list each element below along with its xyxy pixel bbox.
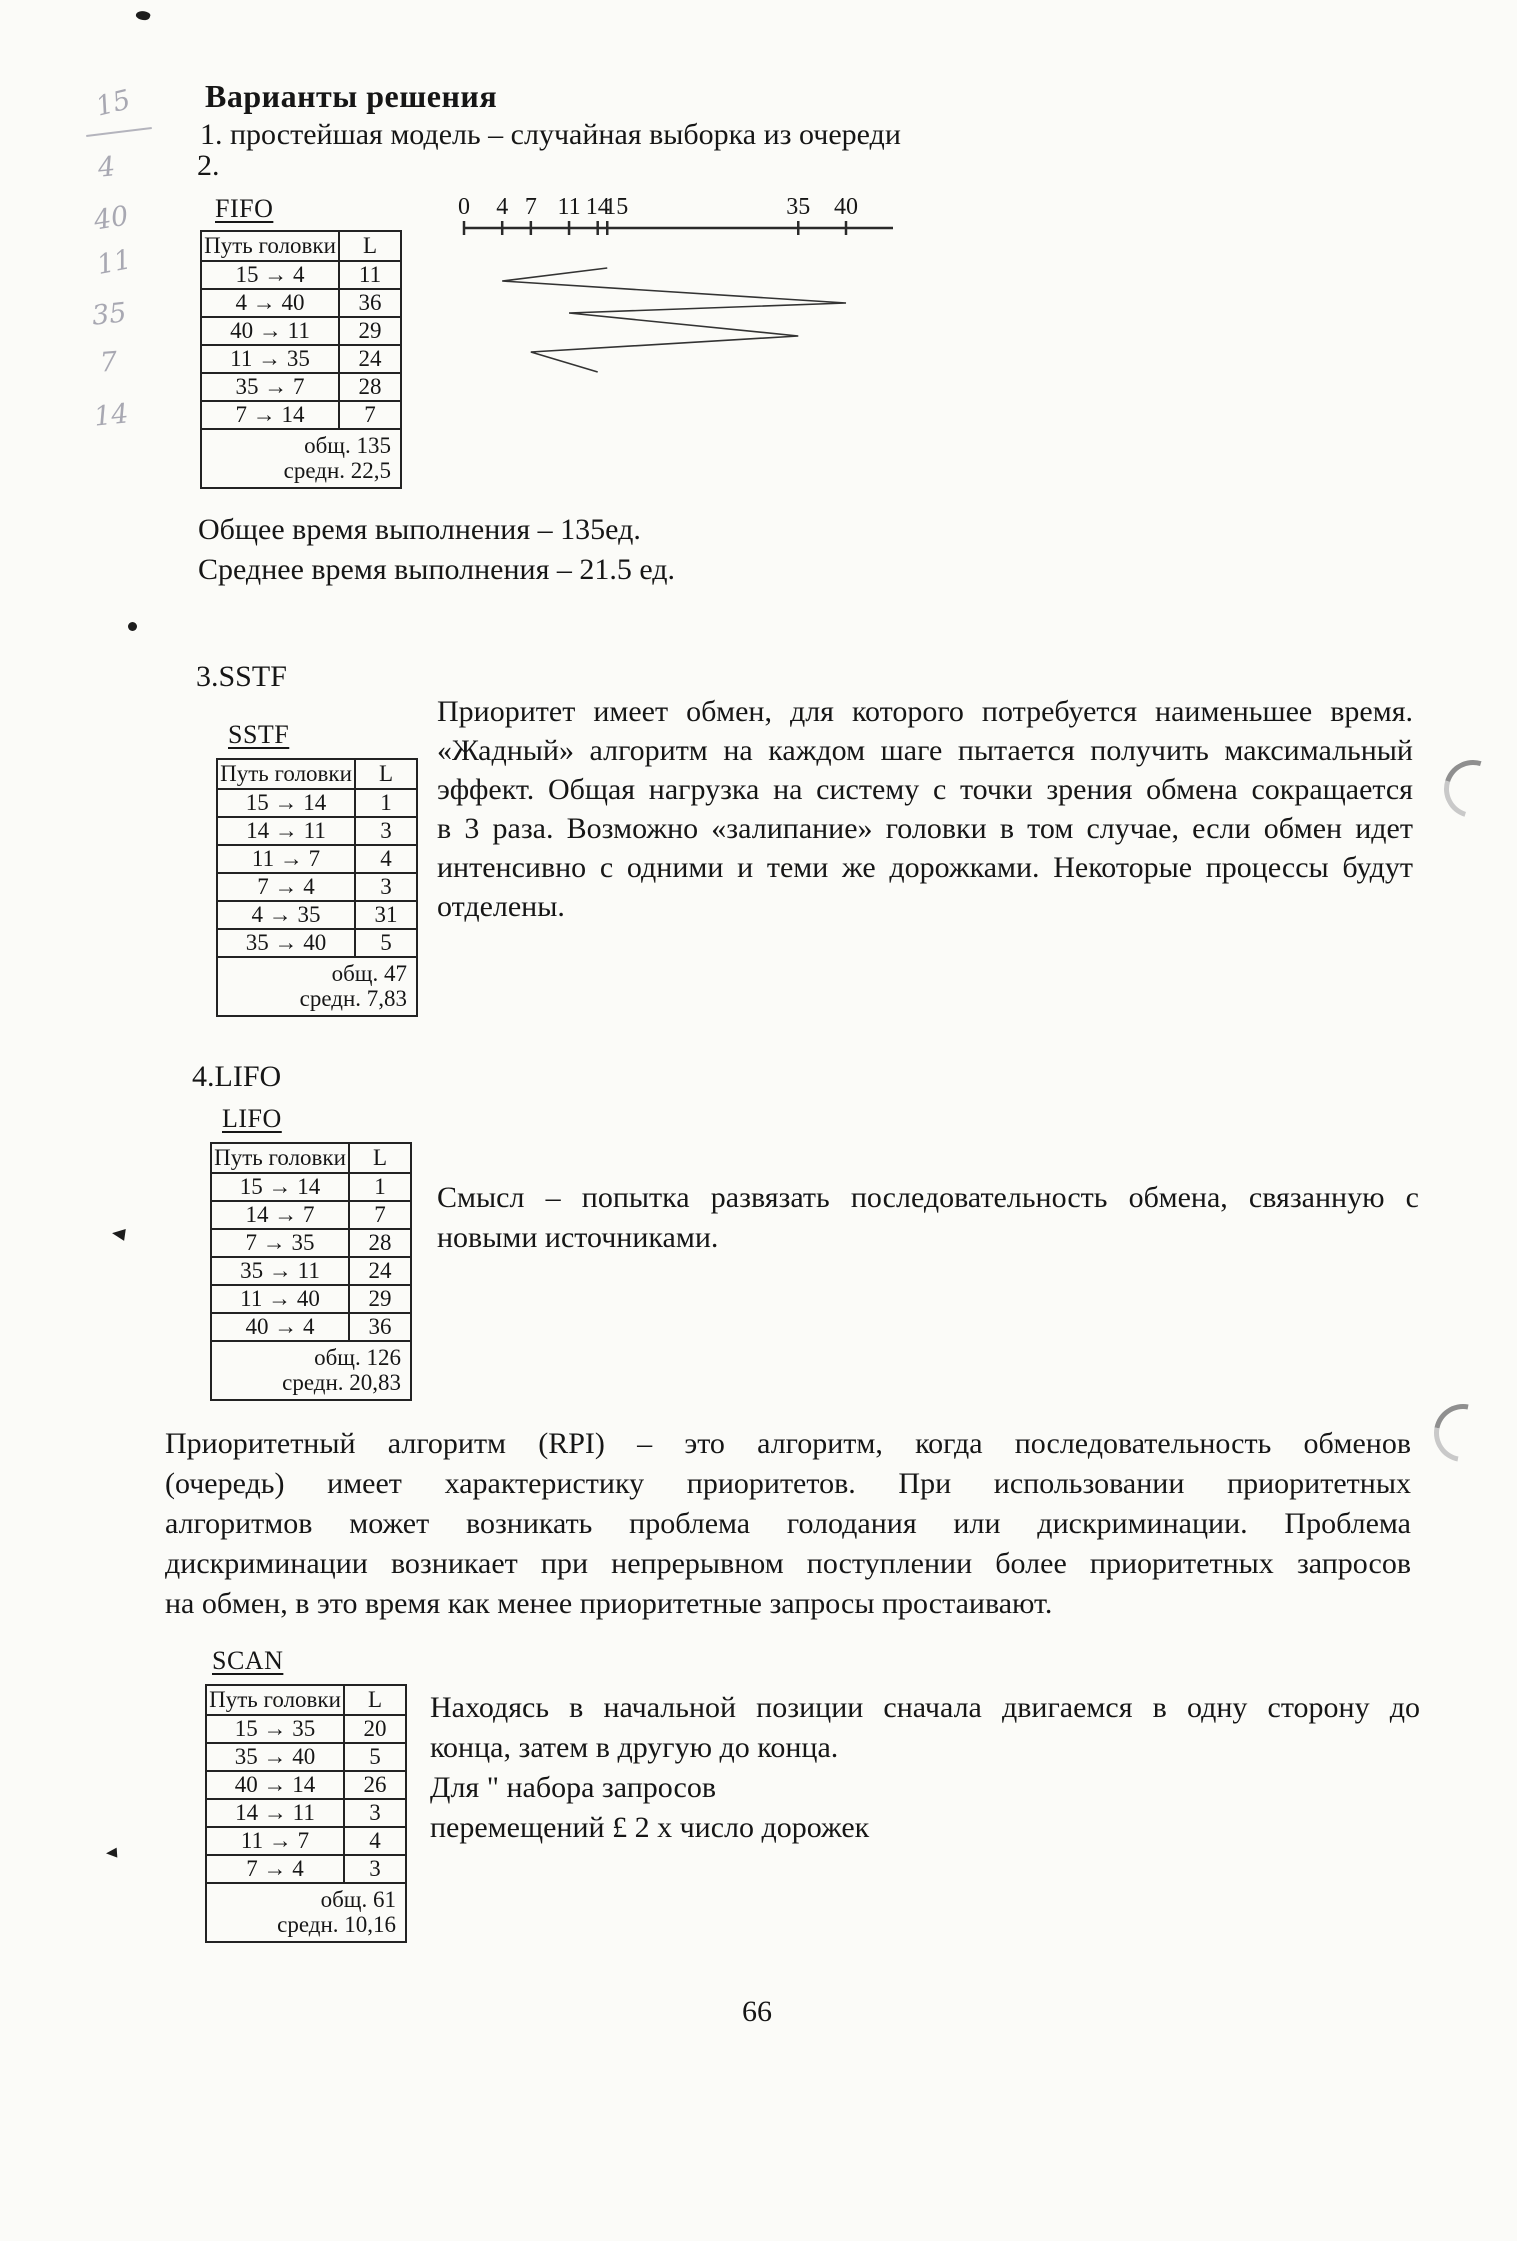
text-line: Смысл – попытка развязать последовательность обмена, связанную с [437, 1181, 1419, 1214]
tick-label: 14 [585, 194, 610, 220]
lifo-heading: 4.LIFO [192, 1060, 282, 1093]
head-path-cell: 11 → 7 [217, 845, 355, 873]
tick-label: 0 [458, 194, 470, 220]
table-footer-row [211, 1341, 411, 1400]
average-value: средн. 7,83 [299, 986, 407, 1011]
length-cell: 11 [339, 261, 401, 289]
head-path-cell: 7 → 35 [211, 1229, 349, 1257]
text-line: Приоритет имеет обмен, для которого потребуется наименьшее время. [437, 695, 1413, 728]
text-line: дискриминации возникает при непрерывном поступлении более приоритетных запросов [165, 1547, 1411, 1580]
tick-label: 40 [834, 194, 858, 220]
sstf-heading: 3.SSTF [196, 660, 287, 693]
head-path-cell: 7 → 4 [217, 873, 355, 901]
path-column-header: Путь головки [201, 231, 339, 261]
table-row [201, 345, 401, 373]
scan-table [205, 1684, 407, 1943]
text-line: Среднее время выполнения – 21.5 ед. [198, 553, 676, 586]
text-line: эффект. Общая нагрузка на систему с точки зрения обмена сокращается [437, 773, 1413, 806]
table-footer-row [217, 957, 417, 1016]
length-cell: 29 [339, 317, 401, 345]
length-cell: 3 [355, 817, 417, 845]
scan-label: SCAN [212, 1646, 284, 1675]
length-cell: 36 [339, 289, 401, 317]
length-column-header: L [344, 1685, 406, 1715]
text-line: «Жадный» алгоритм на каждом шаге пытается получить максимальный [437, 734, 1413, 767]
table-row [211, 1313, 411, 1341]
margin-note: 14 [92, 398, 130, 433]
totals-cell [211, 1341, 411, 1400]
text-line: алгоритмов может возникать проблема голодания или дискриминации. Проблема [165, 1507, 1411, 1540]
text-line: интенсивно с одними и теми же дорожками. Некоторые процессы будут [437, 851, 1413, 884]
head-path-cell: 14 → 11 [206, 1799, 344, 1827]
head-path-cell: 15 → 14 [211, 1173, 349, 1201]
head-path-cell: 11 → 7 [206, 1827, 344, 1855]
text-line: новыми источниками. [437, 1221, 719, 1254]
margin-note: 11 [94, 244, 135, 281]
tick-label: 4 [496, 194, 509, 220]
head-path-cell: 11 → 40 [211, 1285, 349, 1313]
table-row [211, 1285, 411, 1313]
text-line: на обмен, в это время как менее приоритетные запросы простаивают. [165, 1587, 1053, 1620]
scan-description [430, 1688, 1420, 1848]
head-path-cell: 35 → 40 [217, 929, 355, 957]
length-cell: 5 [355, 929, 417, 957]
length-column-header: L [355, 759, 417, 789]
head-path-cell: 40 → 14 [206, 1771, 344, 1799]
table-row [211, 1201, 411, 1229]
length-cell: 3 [344, 1799, 406, 1827]
table-row [217, 817, 417, 845]
table-row [217, 789, 417, 817]
path-column-header: Путь головки [217, 759, 355, 789]
head-path-cell: 14 → 7 [211, 1201, 349, 1229]
totals-cell [206, 1883, 406, 1942]
text-line: в 3 раза. Возможно «залипание» головки в том случае, если обмен идет [437, 812, 1413, 845]
path-column-header: Путь головки [206, 1685, 344, 1715]
head-path-cell: 4 → 35 [217, 901, 355, 929]
solution-option-1: 1. простейшая модель – случайная выборка из очереди [200, 118, 901, 151]
lifo-table [210, 1142, 412, 1401]
length-cell: 24 [339, 345, 401, 373]
length-cell: 31 [355, 901, 417, 929]
total-value: общ. 135 [304, 433, 391, 458]
table-row [206, 1743, 406, 1771]
solution-option-2: 2. [197, 149, 220, 182]
length-cell: 7 [339, 401, 401, 429]
page-number: 66 [742, 1995, 772, 2028]
punch-hole [1423, 1393, 1504, 1474]
total-value: общ. 47 [331, 961, 407, 986]
length-cell: 7 [349, 1201, 411, 1229]
text-line: Общее время выполнения – 135ед. [198, 513, 641, 546]
head-path-cell: 35 → 11 [211, 1257, 349, 1285]
text-line: Находясь в начальной позиции сначала двигаемся в одну сторону до [430, 1691, 1420, 1724]
total-value: общ. 61 [320, 1887, 396, 1912]
table-row [217, 929, 417, 957]
table-row [211, 1229, 411, 1257]
table-row [206, 1715, 406, 1743]
text-line: (очередь) имеет характеристику приоритетов. При использовании приоритетных [165, 1467, 1411, 1500]
tick-label: 35 [786, 194, 811, 220]
margin-note: 15 [92, 84, 134, 123]
length-cell: 5 [344, 1743, 406, 1771]
table-header-row [206, 1685, 406, 1715]
length-cell: 28 [339, 373, 401, 401]
length-cell: 3 [344, 1855, 406, 1883]
fifo-label: FIFO [215, 194, 274, 223]
table-footer-row [201, 429, 401, 488]
head-path-cell: 40 → 11 [201, 317, 339, 345]
table-header-row [211, 1143, 411, 1173]
table-row [206, 1771, 406, 1799]
table-row [201, 317, 401, 345]
head-path-cell: 15 → 14 [217, 789, 355, 817]
table-row [201, 373, 401, 401]
table-row [211, 1257, 411, 1285]
totals-cell [217, 957, 417, 1016]
margin-note: 35 [90, 297, 128, 332]
text-line: перемещений £ 2 х число дорожек [430, 1811, 870, 1844]
fifo-table [200, 230, 402, 489]
table-row [201, 261, 401, 289]
scan-artifact [135, 9, 151, 22]
table-row [201, 289, 401, 317]
length-cell: 26 [344, 1771, 406, 1799]
margin-note: 7 [98, 346, 119, 379]
table-header-row [201, 231, 401, 261]
head-path-cell: 7 → 4 [206, 1855, 344, 1883]
margin-note: 40 [91, 200, 131, 237]
length-cell: 36 [349, 1313, 411, 1341]
path-column-header: Путь головки [211, 1143, 349, 1173]
head-movement-diagram [452, 182, 932, 387]
head-path-zigzag [502, 268, 846, 372]
scan-artifact [111, 1227, 126, 1241]
tick-label: 11 [557, 194, 581, 220]
head-path-cell: 40 → 4 [211, 1313, 349, 1341]
table-row [201, 401, 401, 429]
table-row [206, 1827, 406, 1855]
length-cell: 4 [344, 1827, 406, 1855]
average-value: средн. 22,5 [283, 458, 391, 483]
head-path-cell: 14 → 11 [217, 817, 355, 845]
head-path-cell: 4 → 40 [201, 289, 339, 317]
head-path-cell: 7 → 14 [201, 401, 339, 429]
scan-artifact [128, 622, 137, 631]
table-row [206, 1855, 406, 1883]
length-column-header: L [339, 231, 401, 261]
tick-label: 15 [604, 194, 629, 220]
margin-note: 4 [96, 151, 117, 184]
lifo-description [437, 1178, 1419, 1258]
lifo-label: LIFO [222, 1104, 282, 1133]
text-line: конца, затем в другую до конца. [430, 1731, 839, 1764]
margin-note-underline [86, 127, 152, 137]
length-cell: 1 [349, 1173, 411, 1201]
page-title: Варианты решения [205, 78, 498, 114]
length-cell: 3 [355, 873, 417, 901]
head-path-cell: 15 → 4 [201, 261, 339, 289]
punch-hole [1434, 750, 1512, 828]
length-cell: 29 [349, 1285, 411, 1313]
head-path-cell: 11 → 35 [201, 345, 339, 373]
table-row [217, 873, 417, 901]
head-path-cell: 35 → 7 [201, 373, 339, 401]
tick-label: 7 [524, 194, 537, 220]
table-footer-row [206, 1883, 406, 1942]
length-cell: 20 [344, 1715, 406, 1743]
length-cell: 24 [349, 1257, 411, 1285]
table-row [211, 1173, 411, 1201]
average-value: средн. 20,83 [282, 1370, 401, 1395]
average-value: средн. 10,16 [277, 1912, 396, 1937]
length-cell: 1 [355, 789, 417, 817]
scan-artifact [106, 1848, 118, 1859]
total-value: общ. 126 [314, 1345, 401, 1370]
table-row [206, 1799, 406, 1827]
text-line: Приоритетный алгоритм (RPI) – это алгоритм, когда последовательность обменов [165, 1427, 1411, 1460]
sstf-table [216, 758, 418, 1017]
track-number-line [452, 182, 932, 387]
table-row [217, 901, 417, 929]
table-row [217, 845, 417, 873]
fifo-summary [198, 510, 838, 590]
head-path-cell: 15 → 35 [206, 1715, 344, 1743]
head-path-cell: 35 → 40 [206, 1743, 344, 1771]
text-line: Для " набора запросов [430, 1771, 716, 1804]
rpi-description [165, 1424, 1411, 1624]
length-cell: 28 [349, 1229, 411, 1257]
length-cell: 4 [355, 845, 417, 873]
length-column-header: L [349, 1143, 411, 1173]
table-header-row [217, 759, 417, 789]
totals-cell [201, 429, 401, 488]
sstf-description [437, 692, 1413, 926]
sstf-label: SSTF [228, 720, 290, 749]
text-line: отделены. [437, 890, 565, 923]
